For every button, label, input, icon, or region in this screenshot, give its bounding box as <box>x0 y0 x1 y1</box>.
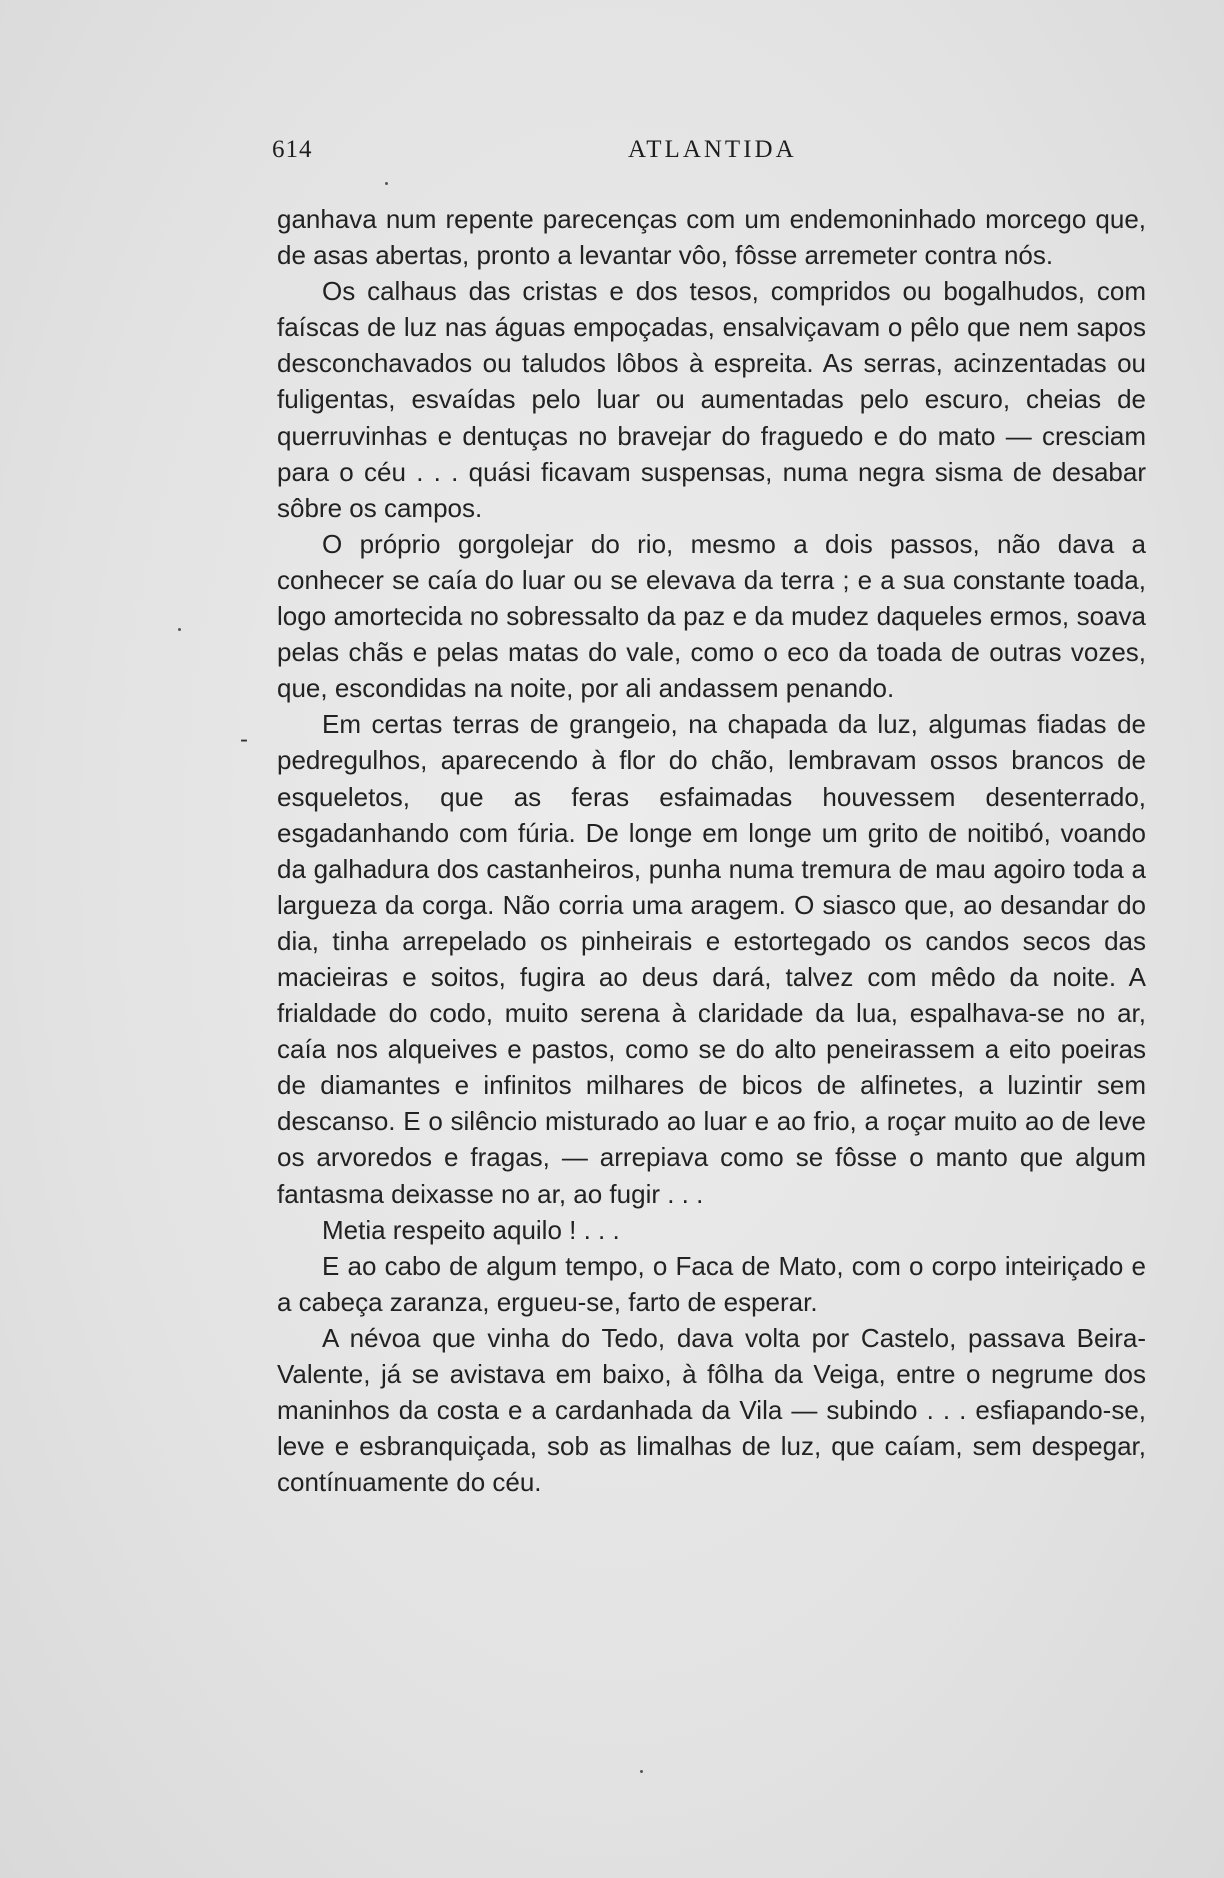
margin-mark: - <box>240 726 248 753</box>
running-head <box>272 136 1152 176</box>
paragraph: A névoa que vinha do Tedo, dava volta por Castelo, passava Beira-Valente, já se avistava em baixo, à fôlha da Veiga, entre o negrume dos maninhos da costa e a cardanhada da Vila — subindo . . . esfiapando-se, leve e esbranquiçada, sob as limalhas de luz, que caíam, sem despegar, contínuamente do céu. <box>277 1322 1146 1498</box>
paper-speck <box>640 1770 643 1773</box>
body-text <box>277 201 1146 1500</box>
paragraph: Metia respeito aquilo ! . . . <box>322 1214 620 1245</box>
paragraph: O próprio gorgolejar do rio, mesmo a dois passos, não dava a conhecer se caía do luar ou se elevava da terra ; e a sua constante toada, logo amortecida no sobressalto da paz e da mudez daqueles ermos, soava pelas chãs e pelas matas do vale, como o eco da toada de outras vozes, que, escondidas na noite, por ali andassem penando. <box>277 528 1146 704</box>
paragraph: Em certas terras de grangeio, na chapada da luz, algumas fiadas de pedregulhos, aparecendo à flor do chão, lembravam ossos brancos de esqueletos, que as feras esfaimadas houvessem desenterrado, esgadanhando com fúria. De longe em longe um grito de noitibó, voando da galhadura dos castanheiros, punha numa tremura de mau agoiro toda a largueza da corga. Não corria uma aragem. O siasco que, ao desandar do dia, tinha arrepelado os pinheirais e estortegado os candos secos das macieiras e soitos, fugira ao deus dará, talvez com mêdo da noite. A frialdade do codo, muito serena à claridade da lua, espalhava-se no ar, caía nos alqueives e pastos, como se do alto peneirassem a eito poeiras de diamantes e infinitos milhares de bicos de alfinetes, a luzintir sem descanso. E o silêncio misturado ao luar e ao frio, a roçar muito ao de leve os arvoredos e fragas, — arrepiava como se fôsse o manto que algum fantasma deixasse no ar, ao fugir . . . <box>277 709 1146 1209</box>
paragraph-continued: ganhava num repente parecenças com um endemoninhado morcego que, de asas abertas, pronto a levantar vôo, fôsse arremeter contra nós. <box>277 204 1146 271</box>
paper-speck <box>385 182 388 185</box>
paragraph: Os calhaus das cristas e dos tesos, compridos ou bogalhudos, com faíscas de luz nas águas empoçadas, ensalviçavam o pêlo que nem sapos desconchavados ou taludos lôbos à espreita. As serras, acinzentadas ou fuligentas, esvaídas pelo luar ou aumentadas pelo escuro, cheias de querruvinhas e dentuças no bravejar do fraguedo e do mato — cresciam para o céu . . . quási ficavam suspensas, numa negra sisma de desabar sôbre os campos. <box>277 276 1146 523</box>
page-number: 614 <box>272 136 313 163</box>
journal-title: ATLANTIDA <box>628 136 797 163</box>
paragraph: E ao cabo de algum tempo, o Faca de Mato, com o corpo inteiriçado e a cabeça zaranza, ergueu-se, farto de esperar. <box>277 1250 1146 1317</box>
paper-speck <box>178 628 181 631</box>
